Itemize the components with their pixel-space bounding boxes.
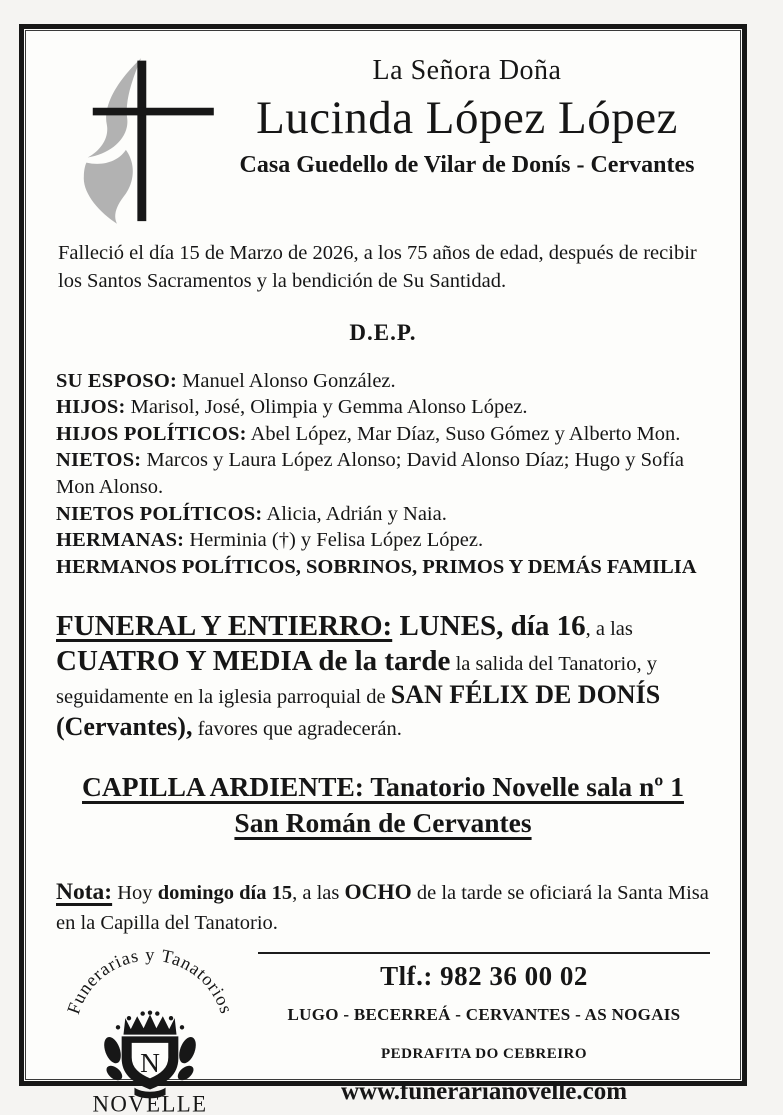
- family-row-label: NIETOS POLÍTICOS:: [56, 502, 263, 525]
- note-paragraph: [56, 876, 714, 937]
- chapel-heading: [50, 769, 716, 841]
- death-notice: Falleció el día 15 de Marzo de 2026, a los 75 años de edad, después de recibir los Santos Sacramentos y la bendición de Su Santidad.: [58, 242, 697, 293]
- house-name: Casa Guedello de Vilar de Donís - Cervantes: [239, 152, 695, 178]
- funeral-section: [56, 609, 714, 743]
- family-row-text: Alicia, Adrián y Naia.: [262, 502, 447, 525]
- note-date: domingo día 15: [157, 882, 293, 905]
- website-url: www.funerarianovelle.com: [340, 1078, 628, 1106]
- crest-arc-text: Funerarias y Tanatorios: [63, 945, 237, 1017]
- family-row: [56, 421, 716, 448]
- phone-number: Tlf.: 982 36 00 02: [380, 961, 588, 992]
- chapel-line1: CAPILLA ARDIENTE: Tanatorio Novelle sala nº 1: [82, 770, 684, 802]
- footer: [50, 945, 716, 1115]
- cross-and-flame-icon: [62, 53, 228, 225]
- family-row-text: Manuel Alonso González.: [177, 369, 396, 392]
- note-seg1: Hoy: [112, 882, 158, 905]
- dep-abbreviation: D.E.P.: [349, 319, 417, 345]
- funeral-connector: , a las: [585, 617, 633, 640]
- crest-name: NOVELLE: [92, 1091, 208, 1115]
- note-label: Nota:: [56, 879, 113, 906]
- header: [50, 45, 716, 225]
- family-row: [56, 527, 716, 554]
- family-row-text: Herminia (†) y Felisa López López.: [184, 529, 484, 552]
- family-row-label: HERMANAS:: [56, 529, 185, 552]
- family-row-text: Marcos y Laura López Alonso; David Alonso Díaz; Hugo y Sofía Mon Alonso.: [56, 449, 684, 499]
- pretitle: La Señora Doña: [372, 55, 562, 86]
- funeral-when: LUNES, día 16: [392, 609, 586, 642]
- inner-frame: [25, 30, 741, 1115]
- family-row-label: HIJOS POLÍTICOS:: [56, 422, 247, 445]
- funeral-closing: favores que agradecerán.: [192, 718, 402, 741]
- family-row: [56, 501, 716, 528]
- crest-crown: [123, 1015, 176, 1035]
- svg-text:Funerarias y Tanatorios: [63, 945, 237, 1017]
- family-closing: HERMANOS POLÍTICOS, SOBRINOS, PRIMOS Y DEMÁS FAMILIA: [56, 556, 697, 579]
- novelle-crest-icon: [54, 945, 246, 1115]
- footer-contact: [246, 945, 716, 1106]
- funeral-church: SAN FÉLIX DE DONÍS (Cervantes),: [56, 680, 661, 742]
- family-row: [56, 368, 716, 395]
- family-row-text: Marisol, José, Olimpia y Gemma Alonso López.: [125, 396, 528, 419]
- funeral-heading: FUNERAL Y ENTIERRO:: [56, 609, 393, 642]
- note-time: OCHO: [344, 879, 412, 905]
- funeral-details: la salida del Tanatorio, y seguidamente en la iglesia parroquial de: [56, 653, 657, 709]
- page-frame: [19, 24, 747, 1115]
- family-list: [56, 368, 716, 581]
- locations-line: LUGO - BECERREÁ - CERVANTES - AS NOGAIS: [287, 1005, 681, 1025]
- family-row-text: Abel López, Mar Díaz, Suso Gómez y Alberto Mon.: [246, 422, 681, 445]
- note-seg3: , a las: [292, 882, 345, 905]
- header-text: [218, 45, 716, 179]
- funeral-time: CUATRO Y MEDIA de la tarde: [56, 645, 451, 678]
- family-row-label: HIJOS:: [56, 396, 126, 419]
- note-seg5: de la tarde se oficiará la Santa Misa en la Capilla del Tanatorio.: [56, 882, 709, 934]
- chapel-line2: San Román de Cervantes: [234, 806, 532, 838]
- footer-divider: [258, 952, 710, 954]
- family-row-label: SU ESPOSO:: [56, 369, 178, 392]
- deceased-name: Lucinda López López: [256, 92, 678, 144]
- location-secondary: PEDRAFITA DO CEBREIRO: [380, 1046, 588, 1063]
- family-row: [56, 447, 716, 500]
- crest-initial: N: [140, 1048, 160, 1079]
- family-row: [56, 394, 716, 421]
- family-row-label: NIETOS:: [56, 449, 142, 472]
